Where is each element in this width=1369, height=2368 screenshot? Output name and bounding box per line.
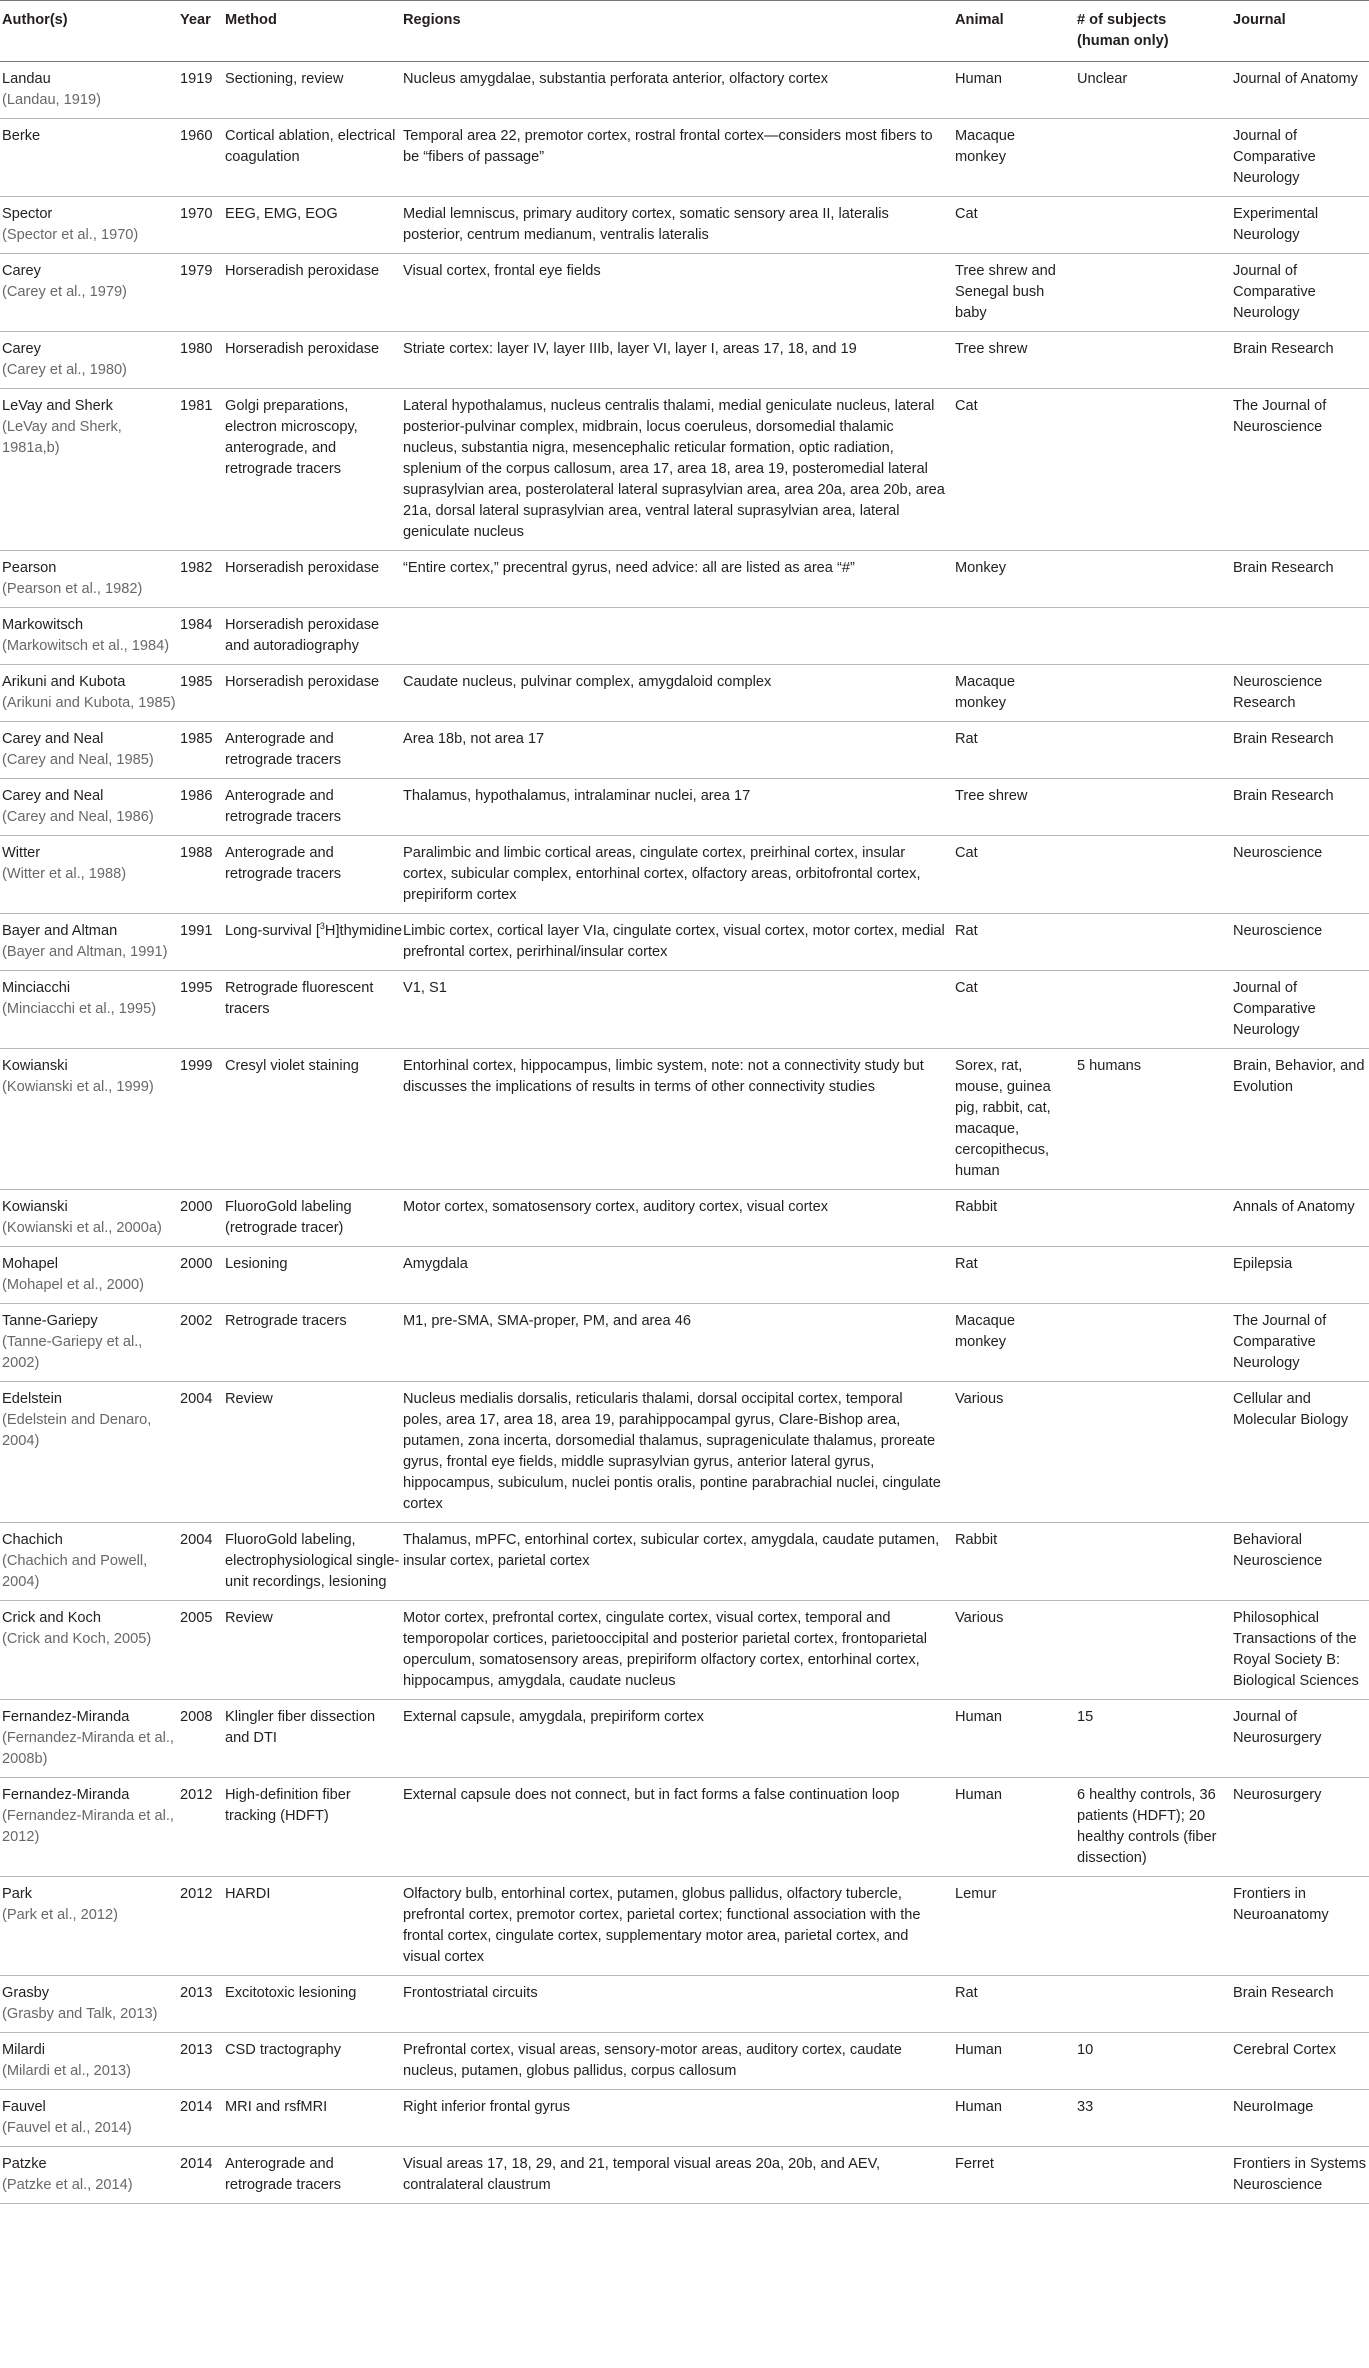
table-body: [0, 62, 1369, 2204]
author-name: Crick and Koch: [2, 1610, 101, 1626]
journal-cell: Behavioral Neuroscience: [1233, 1523, 1369, 1601]
header-year: Year: [180, 1, 225, 62]
table-row: [0, 551, 1369, 608]
year-cell: 1991: [180, 914, 225, 971]
regions-cell: Medial lemniscus, primary auditory cortex, somatic sensory area II, lateralis posterior, centrum medianum, ventralis lateralis: [403, 197, 955, 254]
table-row: [0, 2147, 1369, 2204]
subjects-cell: Unclear: [1077, 62, 1233, 119]
author-name: Tanne-Gariepy: [2, 1313, 98, 1329]
animal-cell: Cat: [955, 836, 1077, 914]
table-row: [0, 914, 1369, 971]
year-cell: 1985: [180, 665, 225, 722]
table-row: [0, 665, 1369, 722]
subjects-cell: [1077, 608, 1233, 665]
table-row: [0, 389, 1369, 551]
journal-cell: Brain Research: [1233, 551, 1369, 608]
journal-cell: Journal of Comparative Neurology: [1233, 971, 1369, 1049]
author-cell: [0, 1382, 180, 1523]
year-cell: 1919: [180, 62, 225, 119]
animal-cell: Rat: [955, 1247, 1077, 1304]
subjects-cell: [1077, 389, 1233, 551]
method-cell: Review: [225, 1601, 403, 1700]
author-cell: [0, 1976, 180, 2033]
subjects-cell: [1077, 254, 1233, 332]
regions-cell: [403, 608, 955, 665]
journal-cell: Neuroscience: [1233, 914, 1369, 971]
journal-cell: Brain, Behavior, and Evolution: [1233, 1049, 1369, 1190]
author-cell: [0, 254, 180, 332]
regions-cell: Lateral hypothalamus, nucleus centralis thalami, medial geniculate nucleus, lateral posterior-pulvinar complex, midbrain, locus coeruleus, dorsomedial thalamic nucleus, substantia nigra, mesencephalic reticular formation, optic radiation, splenium of the corpus callosum, area 17, area 18, area 19, posteromedial lateral suprasylvian area, posterolateral lateral suprasylvian area, area 20a, area 20b, area 21a, dorsal lateral suprasylvian area, ventral lateral suprasylvian area, lateral geniculate nucleus: [403, 389, 955, 551]
year-cell: 1985: [180, 722, 225, 779]
author-cell: [0, 2090, 180, 2147]
author-name: Fernandez-Miranda: [2, 1787, 130, 1803]
author-citation: (Pearson et al., 1982): [2, 581, 143, 597]
journal-cell: Journal of Neurosurgery: [1233, 1700, 1369, 1778]
regions-cell: M1, pre-SMA, SMA-proper, PM, and area 46: [403, 1304, 955, 1382]
author-citation: (Carey et al., 1979): [2, 284, 127, 300]
method-cell: Klingler fiber dissection and DTI: [225, 1700, 403, 1778]
animal-cell: Tree shrew: [955, 779, 1077, 836]
regions-cell: Frontostriatal circuits: [403, 1976, 955, 2033]
subjects-cell: [1077, 1190, 1233, 1247]
table-row: [0, 2033, 1369, 2090]
table-row: [0, 119, 1369, 197]
author-cell: [0, 1700, 180, 1778]
journal-cell: Brain Research: [1233, 779, 1369, 836]
animal-cell: Ferret: [955, 2147, 1077, 2204]
author-cell: [0, 608, 180, 665]
author-cell: [0, 2033, 180, 2090]
subjects-cell: [1077, 1877, 1233, 1976]
year-cell: 2008: [180, 1700, 225, 1778]
method-cell: HARDI: [225, 1877, 403, 1976]
regions-cell: Limbic cortex, cortical layer VIa, cingulate cortex, visual cortex, motor cortex, medial prefrontal cortex, perirhinal/insular cortex: [403, 914, 955, 971]
author-cell: [0, 1304, 180, 1382]
subjects-cell: [1077, 1523, 1233, 1601]
method-cell: Retrograde tracers: [225, 1304, 403, 1382]
year-cell: 2000: [180, 1190, 225, 1247]
year-cell: 1999: [180, 1049, 225, 1190]
author-name: Fernandez-Miranda: [2, 1709, 130, 1725]
author-cell: [0, 1190, 180, 1247]
method-cell: Anterograde and retrograde tracers: [225, 836, 403, 914]
author-citation: (Milardi et al., 2013): [2, 2063, 131, 2079]
subjects-cell: 15: [1077, 1700, 1233, 1778]
regions-cell: Prefrontal cortex, visual areas, sensory-motor areas, auditory cortex, caudate nucleus, putamen, globus pallidus, corpus callosum: [403, 2033, 955, 2090]
animal-cell: Lemur: [955, 1877, 1077, 1976]
author-cell: [0, 1049, 180, 1190]
author-citation: (Minciacchi et al., 1995): [2, 1001, 157, 1017]
author-cell: [0, 62, 180, 119]
author-citation: (Fernandez-Miranda et al., 2008b): [2, 1730, 174, 1767]
year-cell: 1984: [180, 608, 225, 665]
subjects-cell: 5 humans: [1077, 1049, 1233, 1190]
author-name: Carey and Neal: [2, 731, 104, 747]
year-cell: 2014: [180, 2090, 225, 2147]
author-cell: [0, 2147, 180, 2204]
journal-cell: NeuroImage: [1233, 2090, 1369, 2147]
method-cell: Anterograde and retrograde tracers: [225, 722, 403, 779]
animal-cell: Various: [955, 1382, 1077, 1523]
author-name: Minciacchi: [2, 980, 71, 996]
author-citation: (Fauvel et al., 2014): [2, 2120, 132, 2136]
author-cell: [0, 836, 180, 914]
animal-cell: [955, 608, 1077, 665]
author-citation: (Carey et al., 1980): [2, 362, 127, 378]
author-name: Witter: [2, 845, 41, 861]
regions-cell: Striate cortex: layer IV, layer IIIb, layer VI, layer I, areas 17, 18, and 19: [403, 332, 955, 389]
subjects-cell: [1077, 2147, 1233, 2204]
journal-cell: The Journal of Comparative Neurology: [1233, 1304, 1369, 1382]
author-citation: (Grasby and Talk, 2013): [2, 2006, 158, 2022]
table-row: [0, 197, 1369, 254]
method-cell: Sectioning, review: [225, 62, 403, 119]
animal-cell: Rat: [955, 722, 1077, 779]
header-regions: Regions: [403, 1, 955, 62]
table-row: [0, 608, 1369, 665]
animal-cell: Human: [955, 1700, 1077, 1778]
method-cell: High-definition fiber tracking (HDFT): [225, 1778, 403, 1877]
author-citation: (Edelstein and Denaro, 2004): [2, 1412, 152, 1449]
journal-cell: Brain Research: [1233, 332, 1369, 389]
journal-cell: Journal of Anatomy: [1233, 62, 1369, 119]
table-row: [0, 254, 1369, 332]
author-name: Arikuni and Kubota: [2, 674, 126, 690]
author-cell: [0, 119, 180, 197]
header-journal: Journal: [1233, 1, 1369, 62]
method-cell: Horseradish peroxidase and autoradiography: [225, 608, 403, 665]
year-cell: 1981: [180, 389, 225, 551]
subjects-cell: [1077, 1304, 1233, 1382]
method-cell: Anterograde and retrograde tracers: [225, 2147, 403, 2204]
regions-cell: Area 18b, not area 17: [403, 722, 955, 779]
animal-cell: Macaque monkey: [955, 119, 1077, 197]
regions-cell: Thalamus, mPFC, entorhinal cortex, subicular cortex, amygdala, caudate putamen, insular cortex, parietal cortex: [403, 1523, 955, 1601]
author-name: Berke: [2, 128, 41, 144]
header-method: Method: [225, 1, 403, 62]
animal-cell: Macaque monkey: [955, 665, 1077, 722]
animal-cell: Tree shrew: [955, 332, 1077, 389]
method-cell: Excitotoxic lesioning: [225, 1976, 403, 2033]
author-citation: (Carey and Neal, 1985): [2, 752, 154, 768]
regions-cell: Motor cortex, somatosensory cortex, auditory cortex, visual cortex: [403, 1190, 955, 1247]
table-row: [0, 1976, 1369, 2033]
method-cell: Horseradish peroxidase: [225, 551, 403, 608]
regions-cell: Visual areas 17, 18, 29, and 21, temporal visual areas 20a, 20b, and AEV, contralateral claustrum: [403, 2147, 955, 2204]
table-row: [0, 1049, 1369, 1190]
author-citation: (Fernandez-Miranda et al., 2012): [2, 1808, 174, 1845]
year-cell: 2014: [180, 2147, 225, 2204]
header-row: [0, 1, 1369, 62]
regions-cell: Nucleus medialis dorsalis, reticularis thalami, dorsal occipital cortex, temporal poles, area 17, area 18, area 19, parahippocampal gyrus, Clare-Bishop area, putamen, zona incerta, dorsomedial thalamus, suprageniculate thalamus, proreate gyrus, frontal eye fields, middle suprasylvian gyrus, anterior lateral gyrus, hippocampus, subiculum, nuclei pontis oralis, pontine parabrachial nuclei, cingulate cortex: [403, 1382, 955, 1523]
year-cell: 2012: [180, 1778, 225, 1877]
author-name: Carey: [2, 263, 41, 279]
author-name: Patzke: [2, 2156, 47, 2172]
author-cell: [0, 914, 180, 971]
regions-cell: Thalamus, hypothalamus, intralaminar nuclei, area 17: [403, 779, 955, 836]
method-cell: Retrograde fluorescent tracers: [225, 971, 403, 1049]
author-citation: (Arikuni and Kubota, 1985): [2, 695, 176, 711]
header-animal: Animal: [955, 1, 1077, 62]
subjects-cell: 6 healthy controls, 36 patients (HDFT); 20 healthy controls (fiber dissection): [1077, 1778, 1233, 1877]
year-cell: 1979: [180, 254, 225, 332]
year-cell: 1982: [180, 551, 225, 608]
author-cell: [0, 665, 180, 722]
regions-cell: Visual cortex, frontal eye fields: [403, 254, 955, 332]
method-cell: Horseradish peroxidase: [225, 665, 403, 722]
table-row: [0, 836, 1369, 914]
method-cell: EEG, EMG, EOG: [225, 197, 403, 254]
journal-cell: Epilepsia: [1233, 1247, 1369, 1304]
journal-cell: Journal of Comparative Neurology: [1233, 254, 1369, 332]
animal-cell: Macaque monkey: [955, 1304, 1077, 1382]
table-row: [0, 1247, 1369, 1304]
animal-cell: Various: [955, 1601, 1077, 1700]
method-cell: Review: [225, 1382, 403, 1523]
animal-cell: Cat: [955, 971, 1077, 1049]
author-citation: (Patzke et al., 2014): [2, 2177, 133, 2193]
year-cell: 2012: [180, 1877, 225, 1976]
animal-cell: Tree shrew and Senegal bush baby: [955, 254, 1077, 332]
regions-cell: Paralimbic and limbic cortical areas, cingulate cortex, preirhinal cortex, insular cortex, subicular complex, entorhinal cortex, olfactory areas, orbitofrontal cortex, prepiriform cortex: [403, 836, 955, 914]
subjects-cell: [1077, 1976, 1233, 2033]
table-row: [0, 2090, 1369, 2147]
method-cell: Lesioning: [225, 1247, 403, 1304]
regions-cell: “Entire cortex,” precentral gyrus, need advice: all are listed as area “#”: [403, 551, 955, 608]
journal-cell: Neuroscience Research: [1233, 665, 1369, 722]
author-cell: [0, 1247, 180, 1304]
subjects-cell: [1077, 1382, 1233, 1523]
subjects-cell: [1077, 914, 1233, 971]
subjects-cell: [1077, 332, 1233, 389]
table-row: [0, 332, 1369, 389]
journal-cell: Neurosurgery: [1233, 1778, 1369, 1877]
journal-cell: Neuroscience: [1233, 836, 1369, 914]
author-name: Markowitsch: [2, 617, 84, 633]
subjects-cell: [1077, 971, 1233, 1049]
table-row: [0, 1700, 1369, 1778]
year-cell: 1988: [180, 836, 225, 914]
animal-cell: Human: [955, 2090, 1077, 2147]
journal-cell: Experimental Neurology: [1233, 197, 1369, 254]
author-name: Milardi: [2, 2042, 45, 2058]
author-citation: (Spector et al., 1970): [2, 227, 139, 243]
animal-cell: Rat: [955, 1976, 1077, 2033]
table-row: [0, 1190, 1369, 1247]
table-row: [0, 62, 1369, 119]
subjects-cell: [1077, 119, 1233, 197]
regions-cell: Amygdala: [403, 1247, 955, 1304]
regions-cell: External capsule, amygdala, prepiriform cortex: [403, 1700, 955, 1778]
method-cell: Horseradish peroxidase: [225, 332, 403, 389]
method-cell: Cortical ablation, electrical coagulation: [225, 119, 403, 197]
author-name: LeVay and Sherk: [2, 398, 113, 414]
method-text: H]thymidine: [324, 923, 402, 939]
subjects-cell: 10: [1077, 2033, 1233, 2090]
method-text: Long-survival [: [225, 923, 320, 939]
regions-cell: Entorhinal cortex, hippocampus, limbic system, note: not a connectivity study but discusses the implications of results in terms of other connectivity studies: [403, 1049, 955, 1190]
author-citation: (Markowitsch et al., 1984): [2, 638, 170, 654]
table-row: [0, 1523, 1369, 1601]
year-cell: 1986: [180, 779, 225, 836]
journal-cell: Brain Research: [1233, 722, 1369, 779]
animal-cell: Cat: [955, 389, 1077, 551]
animal-cell: Monkey: [955, 551, 1077, 608]
author-name: Carey and Neal: [2, 788, 104, 804]
animal-cell: Rabbit: [955, 1190, 1077, 1247]
author-cell: [0, 1601, 180, 1700]
subjects-cell: [1077, 551, 1233, 608]
animal-cell: Rabbit: [955, 1523, 1077, 1601]
method-cell: MRI and rsfMRI: [225, 2090, 403, 2147]
method-superscript: 3: [319, 921, 325, 932]
journal-cell: The Journal of Neuroscience: [1233, 389, 1369, 551]
author-cell: [0, 722, 180, 779]
table-row: [0, 779, 1369, 836]
year-cell: 1995: [180, 971, 225, 1049]
animal-cell: Human: [955, 62, 1077, 119]
method-cell: [225, 914, 403, 971]
regions-cell: Motor cortex, prefrontal cortex, cingulate cortex, visual cortex, temporal and temporopolar cortices, parietooccipital and posterior parietal cortex, frontoparietal operculum, somatosensory areas, prepiriform olfactory cortex, entorhinal cortex, hippocampus, amygdala, caudate nucleus: [403, 1601, 955, 1700]
year-cell: 2002: [180, 1304, 225, 1382]
subjects-cell: [1077, 779, 1233, 836]
animal-cell: Rat: [955, 914, 1077, 971]
regions-cell: Nucleus amygdalae, substantia perforata anterior, olfactory cortex: [403, 62, 955, 119]
animal-cell: Human: [955, 1778, 1077, 1877]
table-row: [0, 1877, 1369, 1976]
animal-cell: Sorex, rat, mouse, guinea pig, rabbit, cat, macaque, cercopithecus, human: [955, 1049, 1077, 1190]
journal-cell: Journal of Comparative Neurology: [1233, 119, 1369, 197]
method-cell: FluoroGold labeling, electrophysiological single-unit recordings, lesioning: [225, 1523, 403, 1601]
journal-cell: Frontiers in Neuroanatomy: [1233, 1877, 1369, 1976]
method-cell: Golgi preparations, electron microscopy, anterograde, and retrograde tracers: [225, 389, 403, 551]
method-cell: CSD tractography: [225, 2033, 403, 2090]
author-cell: [0, 779, 180, 836]
regions-cell: Right inferior frontal gyrus: [403, 2090, 955, 2147]
author-name: Chachich: [2, 1532, 63, 1548]
year-cell: 2004: [180, 1382, 225, 1523]
author-citation: (Bayer and Altman, 1991): [2, 944, 168, 960]
author-citation: (Crick and Koch, 2005): [2, 1631, 152, 1647]
method-cell: FluoroGold labeling (retrograde tracer): [225, 1190, 403, 1247]
author-citation: (LeVay and Sherk, 1981a,b): [2, 419, 122, 456]
author-cell: [0, 551, 180, 608]
animal-cell: Human: [955, 2033, 1077, 2090]
subjects-cell: [1077, 836, 1233, 914]
year-cell: 1980: [180, 332, 225, 389]
table-row: [0, 1778, 1369, 1877]
regions-cell: Olfactory bulb, entorhinal cortex, putamen, globus pallidus, olfactory tubercle, prefrontal cortex, premotor cortex, parietal cortex; functional association with the frontal cortex, cingulate cortex, supplementary motor area, parietal cortex, and visual cortex: [403, 1877, 955, 1976]
table-row: [0, 1382, 1369, 1523]
regions-cell: External capsule does not connect, but in fact forms a false continuation loop: [403, 1778, 955, 1877]
journal-cell: Philosophical Transactions of the Royal Society B: Biological Sciences: [1233, 1601, 1369, 1700]
year-cell: 2005: [180, 1601, 225, 1700]
author-name: Bayer and Altman: [2, 923, 118, 939]
author-name: Spector: [2, 206, 53, 222]
author-name: Edelstein: [2, 1391, 63, 1407]
method-cell: Anterograde and retrograde tracers: [225, 779, 403, 836]
regions-cell: Caudate nucleus, pulvinar complex, amygdaloid complex: [403, 665, 955, 722]
author-name: Landau: [2, 71, 51, 87]
journal-cell: Cerebral Cortex: [1233, 2033, 1369, 2090]
author-cell: [0, 1778, 180, 1877]
table-row: [0, 722, 1369, 779]
author-cell: [0, 389, 180, 551]
method-cell: Horseradish peroxidase: [225, 254, 403, 332]
author-name: Fauvel: [2, 2099, 46, 2115]
subjects-cell: [1077, 197, 1233, 254]
header-author: Author(s): [0, 1, 180, 62]
author-cell: [0, 332, 180, 389]
author-name: Kowianski: [2, 1058, 68, 1074]
author-citation: (Kowianski et al., 1999): [2, 1079, 154, 1095]
subjects-cell: [1077, 665, 1233, 722]
author-citation: (Landau, 1919): [2, 92, 101, 108]
subjects-cell: [1077, 722, 1233, 779]
method-cell: Cresyl violet staining: [225, 1049, 403, 1190]
author-cell: [0, 1877, 180, 1976]
author-name: Park: [2, 1886, 33, 1902]
author-citation: (Chachich and Powell, 2004): [2, 1553, 148, 1590]
author-cell: [0, 971, 180, 1049]
table-row: [0, 1601, 1369, 1700]
year-cell: 1960: [180, 119, 225, 197]
author-name: Grasby: [2, 1985, 50, 2001]
year-cell: 2013: [180, 2033, 225, 2090]
year-cell: 2000: [180, 1247, 225, 1304]
year-cell: 1970: [180, 197, 225, 254]
table-row: [0, 971, 1369, 1049]
journal-cell: [1233, 608, 1369, 665]
author-name: Carey: [2, 341, 41, 357]
subjects-cell: [1077, 1247, 1233, 1304]
journal-cell: Annals of Anatomy: [1233, 1190, 1369, 1247]
journal-cell: Frontiers in Systems Neuroscience: [1233, 2147, 1369, 2204]
author-citation: (Witter et al., 1988): [2, 866, 127, 882]
year-cell: 2013: [180, 1976, 225, 2033]
author-citation: (Tanne-Gariepy et al., 2002): [2, 1334, 143, 1371]
regions-cell: Temporal area 22, premotor cortex, rostral frontal cortex—considers most fibers to be “fibers of passage”: [403, 119, 955, 197]
animal-cell: Cat: [955, 197, 1077, 254]
author-citation: (Park et al., 2012): [2, 1907, 118, 1923]
journal-cell: Cellular and Molecular Biology: [1233, 1382, 1369, 1523]
subjects-cell: 33: [1077, 2090, 1233, 2147]
author-citation: (Carey and Neal, 1986): [2, 809, 154, 825]
author-citation: (Mohapel et al., 2000): [2, 1277, 144, 1293]
header-subjects: # of subjects (human only): [1077, 1, 1233, 62]
year-cell: 2004: [180, 1523, 225, 1601]
author-name: Mohapel: [2, 1256, 58, 1272]
subjects-cell: [1077, 1601, 1233, 1700]
table-row: [0, 1304, 1369, 1382]
author-name: Kowianski: [2, 1199, 68, 1215]
journal-cell: Brain Research: [1233, 1976, 1369, 2033]
author-cell: [0, 1523, 180, 1601]
author-name: Pearson: [2, 560, 57, 576]
regions-cell: V1, S1: [403, 971, 955, 1049]
author-cell: [0, 197, 180, 254]
author-citation: (Kowianski et al., 2000a): [2, 1220, 162, 1236]
